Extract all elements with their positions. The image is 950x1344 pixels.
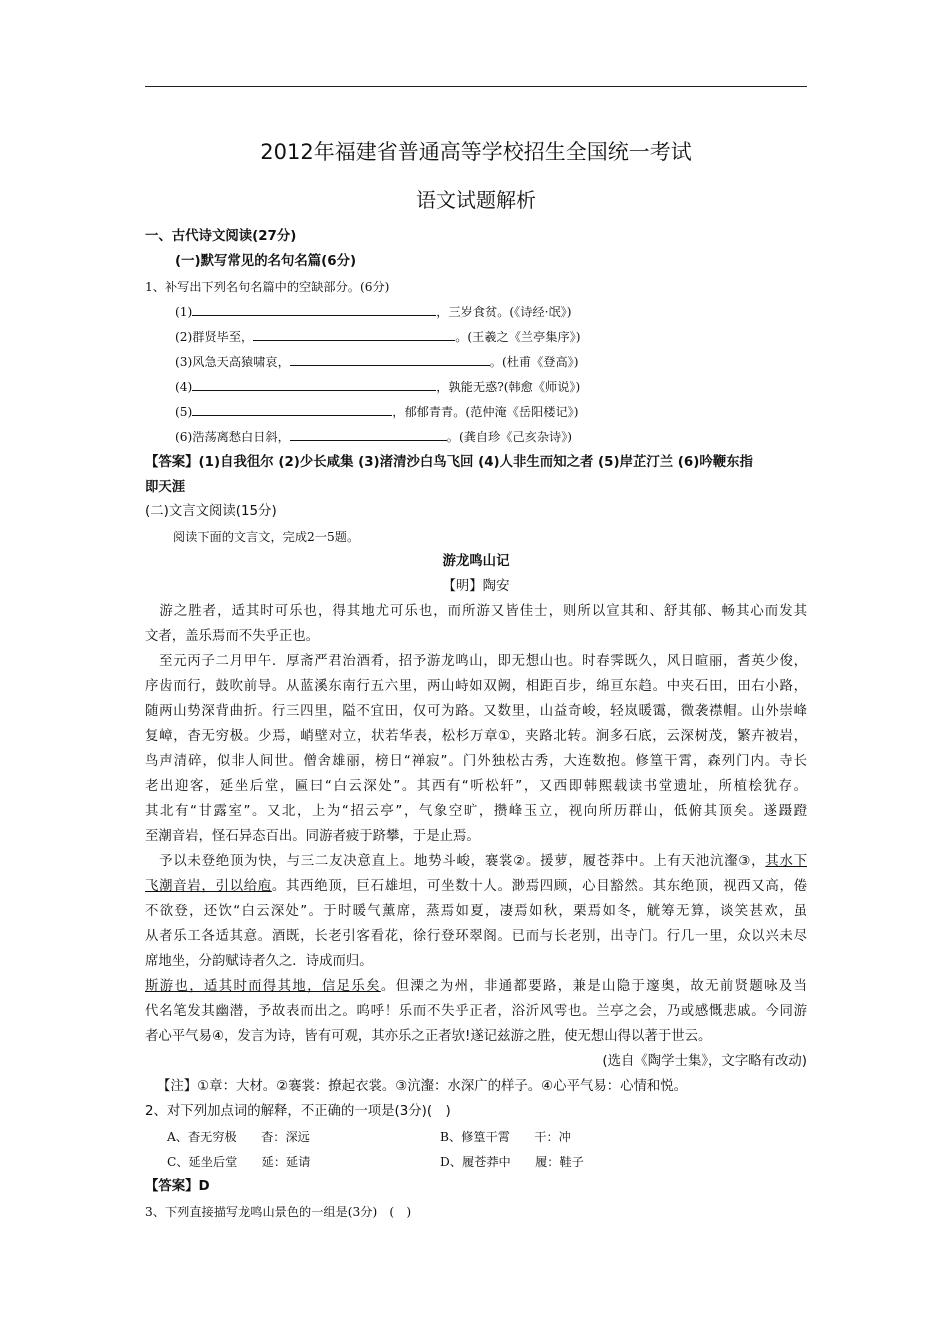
q2-stem: 2、对下列加点词的解释，不正确的一项是(3分)( ) bbox=[145, 1104, 451, 1119]
essay-p3-line: 飞潮音岩，引以给庖。其西绝顶，巨石雄坦，可坐数十人。渺焉四顾，心目豁然。其东绝顶，视西又高，倦 bbox=[145, 879, 808, 894]
essay-p2-line: 老出迎客，延坐后堂，匾曰“白云深处”。其西有“听松轩”，又西即韩熙载读书堂遗址，所植桧犹存。 bbox=[145, 779, 807, 794]
q2-option-a[interactable]: A、杳无穷极 杳：深远 bbox=[167, 1130, 310, 1144]
answer-blank bbox=[192, 378, 436, 391]
q1-item-5: (5) ，郁郁青青。(范仲淹《岳阳楼记》) bbox=[175, 405, 579, 419]
q2-options-row-1 bbox=[167, 1128, 829, 1146]
underlined-sentence: 其水下 bbox=[765, 854, 807, 869]
essay-p2-line: 鸟声清碎，似非人间世。僧舍雄丽，榜日“禅寂”。门外独松古秀，大连数抱。修篁干霄，森列门内。寺长 bbox=[145, 754, 807, 769]
essay-p4-line: 者心平气易④，发言为诗，皆有可观，其亦乐之正者欤!遂记兹游之胜，使无想山得以著于世云。 bbox=[145, 1029, 712, 1044]
q1-item-6: (6)浩荡离愁白日斜， 。(龚自珍《己亥杂诗》) bbox=[175, 430, 573, 444]
q1-stem: 1、补写出下列名句名篇中的空缺部分。(6分) bbox=[145, 280, 390, 294]
essay-source: (选自《陶学士集》，文字略有改动) bbox=[602, 1054, 807, 1069]
essay-notes: 【注】①章：大材。②褰裳：撩起衣裳。③沆瀣：水深广的样子。④心平气易：心情和悦。 bbox=[157, 1079, 688, 1094]
section1-sub-heading: (一)默写常见的名句名篇(6分) bbox=[175, 254, 357, 269]
essay-p2-line: 至元丙子二月甲午．厚斋严君治酒肴，招予游龙鸣山，即无想山也。时春霁既久，风日暄丽，耆英少俊， bbox=[145, 654, 807, 669]
q2-option-b[interactable]: B、修篁干霄 干：冲 bbox=[440, 1130, 571, 1144]
q1-item-4: (4) ，孰能无惑?(韩愈《师说》) bbox=[175, 380, 581, 394]
essay-p3-line: 席地坐，分韵赋诗者久之．诗成而归。 bbox=[145, 954, 373, 969]
essay-p4-line: 斯游也，适其时而得其地，信足乐矣。但溧之为州，非通都要路，兼是山隐于邃奥，故无前贤题咏及当 bbox=[145, 979, 807, 994]
essay-p4-line: 代名笔发其幽潜，予故表而出之。呜呼！乐而不失乎正者，浴沂风雩也。兰亭之会，乃或感慨悲戚。今同游 bbox=[145, 1004, 807, 1019]
answer-blank bbox=[290, 353, 490, 366]
essay-p1-line: 游之胜者，适其时可乐也，得其地尤可乐也，而所游又皆佳士，则所以宣其和、舒其郁、畅其心而发其 bbox=[145, 604, 807, 619]
q1-item-1: (1) ，三岁食贫。(《诗经·氓》) bbox=[175, 305, 572, 319]
essay-p3-line: 予以未登绝顶为快，与三二友决意直上。地势斗峻，褰裳②。援萝，履苍莽中。上有天池沆瀣③，其水下 bbox=[145, 854, 807, 869]
essay-p3-line: 不欲登，还饮“白云深处”。于时暖气薰席，蒸焉如夏，凄焉如秋，栗焉如冬，觥筹无算，谈笑甚欢，虽 bbox=[145, 904, 807, 919]
q2-answer: 【答案】D bbox=[145, 1179, 210, 1194]
section1-heading: 一、古代诗文阅读(27分) bbox=[145, 229, 297, 244]
essay-p1-line: 文者，盖乐焉而不失乎正也。 bbox=[145, 629, 320, 644]
essay-p2-line: 至潮音岩，怪石异态百出。同游者疲于跻攀，于是止焉。 bbox=[145, 829, 480, 844]
answer-blank bbox=[253, 328, 455, 341]
section2-heading: (二)文言文阅读(15分) bbox=[145, 504, 277, 519]
q3-stem: 3、下列直接描写龙鸣山景色的一组是(3分) ( ) bbox=[145, 1205, 412, 1219]
q2-option-c[interactable]: C、延坐后堂 延：延请 bbox=[167, 1155, 311, 1169]
essay-title: 游龙鸣山记 bbox=[442, 554, 510, 569]
q1-answer-line1: 【答案】(1)自我徂尔 (2)少长咸集 (3)渚清沙白鸟飞回 (4)人非生而知之者 (5)岸芷汀兰 (6)吟鞭东指 bbox=[145, 455, 753, 470]
doc-title: 2012年福建省普通高等学校招生全国统一考试 bbox=[260, 140, 692, 164]
doc-subtitle: 语文试题解析 bbox=[416, 188, 536, 212]
essay-p2-line: 复嶂，杳无穷极。少焉，峭壁对立，状若华表，松杉万章①，夹路北转。涧多石底，云深树茂，繁卉被岩， bbox=[145, 729, 807, 744]
answer-blank bbox=[192, 403, 392, 416]
essay-p2-line: 随两山势深背曲折。行三四里，隘不宜田，仅可为路。又数里，山益奇峻，轻岚暖霭，微袭襟帽。山外崇峰 bbox=[145, 704, 807, 719]
essay-author: 【明】陶安 bbox=[442, 579, 510, 594]
underlined-sentence: 斯游也，适其时而得其地，信足乐矣 bbox=[145, 979, 381, 994]
essay-p2-line: 其北有“甘露室”。又北，上为“招云亭”，气象空旷，攒峰玉立，视向所历群山，低俯其顶矣。遂蹑蹬 bbox=[145, 804, 807, 819]
header-rule bbox=[145, 86, 807, 87]
q1-item-3: (3)风急天高猿啸哀， 。(杜甫《登高》) bbox=[175, 355, 579, 369]
essay-p2-line: 序齿而行，鼓吹前导。从蓝溪东南行五六里，两山峙如双阙，相距百步，绵亘东趋。中夹石田，田右小路， bbox=[145, 679, 807, 694]
q1-answer-line2: 即天涯 bbox=[145, 480, 186, 495]
answer-blank bbox=[290, 428, 447, 441]
answer-blank bbox=[192, 303, 436, 316]
q2-options-row-2 bbox=[167, 1153, 829, 1171]
q1-item-2: (2)群贤毕至， 。(王羲之《兰亭集序》) bbox=[175, 330, 581, 344]
essay-p3-line: 从者乐工各适其意。酒既，长老引客看花，徐行登环翠阁。已而与长老别，出寺门。行几一里，众以兴未尽 bbox=[145, 929, 807, 944]
underlined-sentence: 飞潮音岩，引以给庖 bbox=[145, 879, 272, 894]
q2-option-d[interactable]: D、履苍莽中 履：鞋子 bbox=[440, 1155, 584, 1169]
section2-instruction: 阅读下面的文言文，完成2一5题。 bbox=[173, 530, 360, 544]
